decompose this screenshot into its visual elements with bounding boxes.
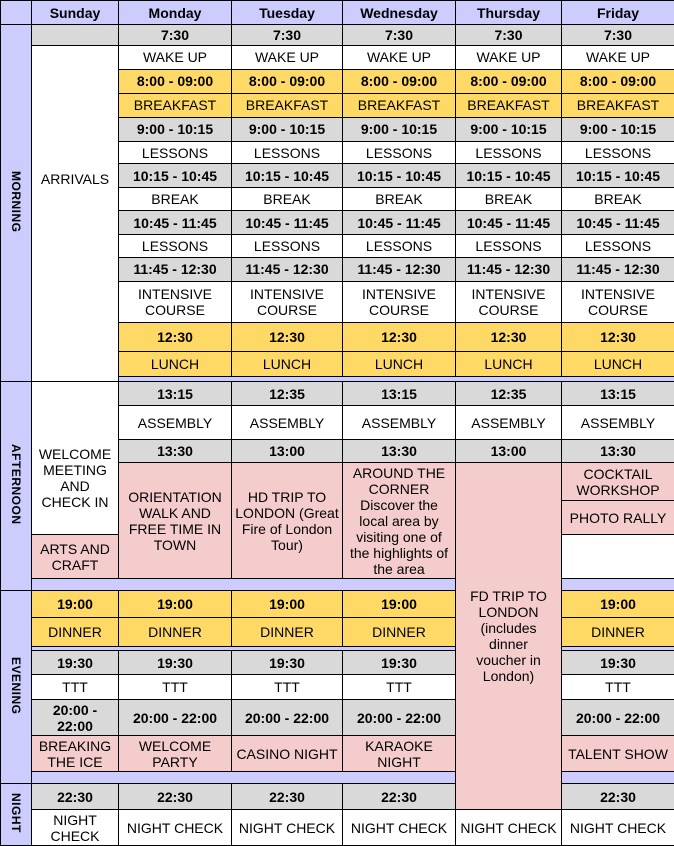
cell-sun-blank — [32, 25, 119, 46]
cell-fri-t1900: 19:00 — [562, 591, 674, 618]
cell-fri-act1: COCKTAIL WORKSHOP — [562, 463, 674, 501]
cell-wed-t2000: 20:00 - 22:00 — [343, 700, 456, 736]
cell-wed-tb: 13:30 — [343, 440, 456, 463]
cell-thu-t1045: 10:45 - 11:45 — [456, 211, 562, 235]
cell-tue-lunch: LUNCH — [232, 352, 343, 377]
cell-mon-intensive: INTENSIVE COURSE — [119, 281, 232, 322]
cell-fri-t1145: 11:45 - 12:30 — [562, 257, 674, 281]
header-monday: Monday — [119, 1, 232, 25]
cell-mon-lessons1: LESSONS — [119, 141, 232, 164]
cell-tue-tb: 13:00 — [232, 440, 343, 463]
cell-thu-lessons2: LESSONS — [456, 234, 562, 257]
cell-fri-lessons2: LESSONS — [562, 234, 674, 257]
cell-fri-act2: PHOTO RALLY — [562, 501, 674, 535]
cell-thu-t1015: 10:15 - 10:45 — [456, 164, 562, 188]
cell-thu-break: BREAK — [456, 188, 562, 211]
spacer-evening-end — [32, 772, 456, 784]
cell-wed-wake: WAKE UP — [343, 46, 456, 70]
cell-wed-evening: KARAOKE NIGHT — [343, 736, 456, 772]
cell-mon-lunch: LUNCH — [119, 352, 232, 377]
cell-mon-assembly: ASSEMBLY — [119, 406, 232, 440]
cell-wed-nightcheck: NIGHT CHECK — [343, 810, 456, 846]
section-night-label: NIGHT — [8, 793, 24, 833]
section-morning — [1, 25, 32, 382]
cell-tue-assembly: ASSEMBLY — [232, 406, 343, 440]
cell-wed-breakfast: BREAKFAST — [343, 93, 456, 117]
cell-mon-breakfast: BREAKFAST — [119, 93, 232, 117]
cell-wed-t1930: 19:30 — [343, 651, 456, 675]
spacer-evening-end-fri — [562, 772, 674, 784]
cell-fri-lunch: LUNCH — [562, 352, 674, 377]
cell-tue-intensive: INTENSIVE COURSE — [232, 281, 343, 322]
section-afternoon-label: AFTERNOON — [8, 444, 24, 525]
cell-wed-break: BREAK — [343, 188, 456, 211]
cell-mon-t730: 7:30 — [119, 25, 232, 46]
cell-tue-t1930: 19:30 — [232, 651, 343, 675]
cell-mon-activity: ORIENTATION WALK AND FREE TIME IN TOWN — [119, 463, 232, 579]
cell-wed-dinner: DINNER — [343, 618, 456, 647]
cell-mon-ta: 13:15 — [119, 382, 232, 406]
cell-tue-t800: 8:00 - 09:00 — [232, 69, 343, 93]
cell-thu-nightcheck: NIGHT CHECK — [456, 810, 562, 846]
arrivals-label: ARRIVALS — [34, 46, 116, 381]
cell-tue-ta: 12:35 — [232, 382, 343, 406]
cell-tue-t2230: 22:30 — [232, 784, 343, 810]
cell-mon-t2000: 20:00 - 22:00 — [119, 700, 232, 736]
cell-tue-nightcheck: NIGHT CHECK — [232, 810, 343, 846]
cell-fri-t900: 9:00 - 10:15 — [562, 117, 674, 141]
cell-fri-evening: TALENT SHOW — [562, 736, 674, 772]
cell-tue-lessons2: LESSONS — [232, 234, 343, 257]
cell-fri-ta: 13:15 — [562, 382, 674, 406]
cell-tue-evening: CASINO NIGHT — [232, 736, 343, 772]
cell-sun-welcome: WELCOME MEETING AND CHECK IN — [32, 382, 119, 535]
cell-tue-t1900: 19:00 — [232, 591, 343, 618]
cell-mon-ttt: TTT — [119, 675, 232, 700]
header-tuesday: Tuesday — [232, 1, 343, 25]
section-afternoon — [1, 382, 32, 591]
cell-fri-act3: ARTS AND CRAFT — [32, 535, 119, 579]
cell-mon-wake: WAKE UP — [119, 46, 232, 70]
cell-fri-breakfast: BREAKFAST — [562, 93, 674, 117]
cell-wed-t1230: 12:30 — [343, 322, 456, 352]
cell-mon-t1145: 11:45 - 12:30 — [119, 257, 232, 281]
cell-tue-t2000: 20:00 - 22:00 — [232, 700, 343, 736]
cell-thu-t900: 9:00 - 10:15 — [456, 117, 562, 141]
cell-fri-assembly: ASSEMBLY — [562, 406, 674, 440]
cell-fri-t2000: 20:00 - 22:00 — [562, 700, 674, 736]
cell-tue-ttt: TTT — [232, 675, 343, 700]
section-night — [1, 784, 32, 846]
cell-tue-dinner: DINNER — [232, 618, 343, 647]
cell-tue-break: BREAK — [232, 188, 343, 211]
cell-wed-t730: 7:30 — [343, 25, 456, 46]
cell-tue-activity: HD TRIP TO LONDON (Great Fire of London Tour) — [232, 463, 343, 579]
cell-thu-wake: WAKE UP — [456, 46, 562, 70]
cell-thu-t800: 8:00 - 09:00 — [456, 69, 562, 93]
cell-thu-ta: 12:35 — [456, 382, 562, 406]
cell-fri-t1930: 19:30 — [562, 651, 674, 675]
cell-thu-lunch: LUNCH — [456, 352, 562, 377]
cell-wed-t900: 9:00 - 10:15 — [343, 117, 456, 141]
header-thursday: Thursday — [456, 1, 562, 25]
section-evening-label: EVENING — [8, 657, 24, 715]
cell-wed-lessons2: LESSONS — [343, 234, 456, 257]
cell-thu-t730: 7:30 — [456, 25, 562, 46]
cell-fri-tb: 13:30 — [562, 440, 674, 463]
header-wednesday: Wednesday — [343, 1, 456, 25]
cell-mon-t800: 8:00 - 09:00 — [119, 69, 232, 93]
cell-sun-t2230: 22:30 — [32, 784, 119, 810]
cell-fri-ttt: TTT — [562, 675, 674, 700]
cell-mon-lessons2: LESSONS — [119, 234, 232, 257]
cell-tue-t1045: 10:45 - 11:45 — [232, 211, 343, 235]
cell-sun-breaking: BREAKING THE ICE — [32, 736, 119, 772]
cell-fri-dinner: DINNER — [562, 618, 674, 647]
cell-wed-activity: AROUND THE CORNER Discover the local area by visiting one of the highlights of the area — [343, 463, 456, 579]
cell-mon-t1045: 10:45 - 11:45 — [119, 211, 232, 235]
cell-wed-intensive: INTENSIVE COURSE — [343, 281, 456, 322]
cell-fri-t1045: 10:45 - 11:45 — [562, 211, 674, 235]
section-evening — [1, 591, 32, 784]
cell-tue-t1145: 11:45 - 12:30 — [232, 257, 343, 281]
cell-mon-nightcheck: NIGHT CHECK — [119, 810, 232, 846]
cell-fri-break: BREAK — [562, 188, 674, 211]
section-morning-label: MORNING — [8, 171, 24, 233]
header-friday: Friday — [562, 1, 674, 25]
cell-mon-t1900: 19:00 — [119, 591, 232, 618]
cell-thu-t2230: 22:30 — [562, 784, 674, 810]
cell-tue-t1230: 12:30 — [232, 322, 343, 352]
cell-sun-t2000: 20:00 - 22:00 — [32, 700, 119, 736]
cell-sun-nightcheck: NIGHT CHECK — [32, 810, 119, 846]
cell-mon-t1230: 12:30 — [119, 322, 232, 352]
cell-mon-t2230: 22:30 — [119, 784, 232, 810]
cell-wed-lunch: LUNCH — [343, 352, 456, 377]
cell-thu-intensive: INTENSIVE COURSE — [456, 281, 562, 322]
cell-sun-ttt: TTT — [32, 675, 119, 700]
header-sunday: Sunday — [32, 1, 119, 25]
cell-fri-t1230: 12:30 — [562, 322, 674, 352]
cell-tue-lessons1: LESSONS — [232, 141, 343, 164]
cell-wed-assembly: ASSEMBLY — [343, 406, 456, 440]
cell-thu-tb: 13:00 — [456, 440, 562, 463]
cell-mon-tb: 13:30 — [119, 440, 232, 463]
cell-thu-t1145: 11:45 - 12:30 — [456, 257, 562, 281]
spacer-afternoon-end — [32, 579, 456, 591]
cell-thu-t1230: 12:30 — [456, 322, 562, 352]
cell-fri-lessons1: LESSONS — [562, 141, 674, 164]
cell-tue-t1015: 10:15 - 10:45 — [232, 164, 343, 188]
cell-tue-t900: 9:00 - 10:15 — [232, 117, 343, 141]
spacer-afternoon-end-fri — [562, 579, 674, 591]
cell-sun-t1930: 19:30 — [32, 651, 119, 675]
cell-wed-lessons1: LESSONS — [343, 141, 456, 164]
cell-thu-breakfast: BREAKFAST — [456, 93, 562, 117]
cell-wed-ttt: TTT — [343, 675, 456, 700]
cell-mon-evening: WELCOME PARTY — [119, 736, 232, 772]
cell-fri-t1015: 10:15 - 10:45 — [562, 164, 674, 188]
cell-thu-activity: FD TRIP TO LONDON (includes dinner voucher in London) — [456, 463, 562, 810]
cell-tue-wake: WAKE UP — [232, 46, 343, 70]
cell-wed-t1145: 11:45 - 12:30 — [343, 257, 456, 281]
cell-mon-t1930: 19:30 — [119, 651, 232, 675]
cell-thu-lessons1: LESSONS — [456, 141, 562, 164]
cell-mon-t1015: 10:15 - 10:45 — [119, 164, 232, 188]
cell-fri-wake: WAKE UP — [562, 46, 674, 70]
corner-cell — [1, 1, 32, 25]
cell-tue-t730: 7:30 — [232, 25, 343, 46]
cell-tue-breakfast: BREAKFAST — [232, 93, 343, 117]
cell-fri-t800: 8:00 - 09:00 — [562, 69, 674, 93]
cell-sun-arrivals — [32, 46, 119, 382]
cell-wed-ta: 13:15 — [343, 382, 456, 406]
cell-mon-t900: 9:00 - 10:15 — [119, 117, 232, 141]
cell-wed-t2230: 22:30 — [343, 784, 456, 810]
cell-fri-t730: 7:30 — [562, 25, 674, 46]
cell-wed-t1045: 10:45 - 11:45 — [343, 211, 456, 235]
cell-fri-nightcheck: NIGHT CHECK — [562, 810, 674, 846]
cell-wed-t800: 8:00 - 09:00 — [343, 69, 456, 93]
cell-fri-intensive: INTENSIVE COURSE — [562, 281, 674, 322]
cell-wed-t1900: 19:00 — [343, 591, 456, 618]
cell-mon-break: BREAK — [119, 188, 232, 211]
cell-sun-t1900: 19:00 — [32, 591, 119, 618]
cell-sun-dinner: DINNER — [32, 618, 119, 647]
cell-thu-assembly: ASSEMBLY — [456, 406, 562, 440]
cell-wed-t1015: 10:15 - 10:45 — [343, 164, 456, 188]
cell-mon-dinner: DINNER — [119, 618, 232, 647]
